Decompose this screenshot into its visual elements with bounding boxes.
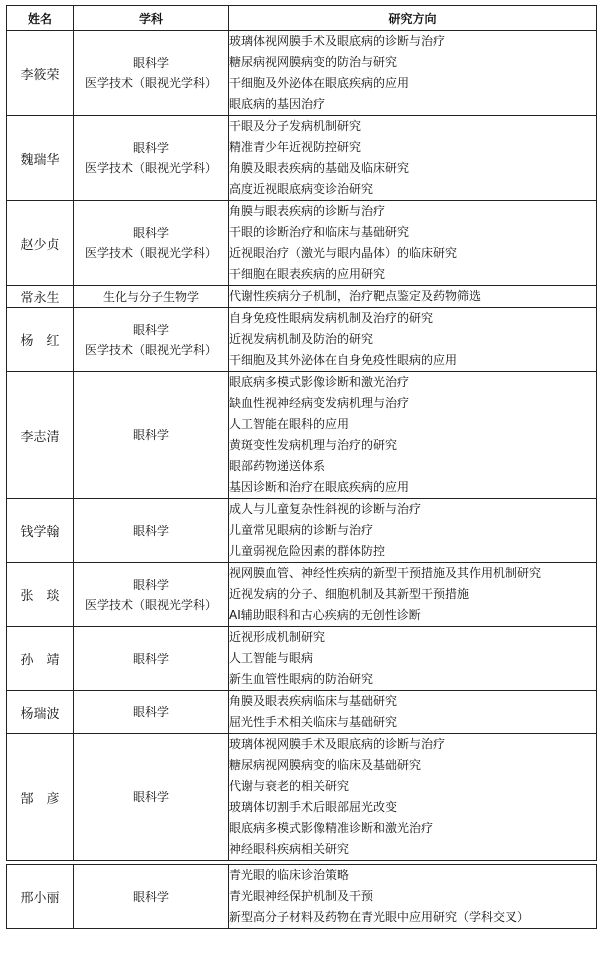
research-item: 基因诊断和治疗在眼底疾病的应用 bbox=[229, 480, 410, 494]
subject-text: 医学技术（眼视光学科） bbox=[84, 246, 217, 260]
research-item: 缺血性视神经病变发病机理与治疗 bbox=[229, 396, 410, 410]
name-cell: 杨 红 bbox=[7, 308, 74, 372]
name-cell: 赵少贞 bbox=[7, 201, 74, 286]
subject-cell bbox=[74, 31, 229, 116]
table-row bbox=[7, 116, 597, 201]
subject-text: 医学技术（眼视光学科） bbox=[84, 76, 217, 90]
research-cell bbox=[229, 372, 597, 499]
subject-text: 眼科学 bbox=[132, 577, 169, 592]
research-item: 干细胞在眼表疾病的应用研究 bbox=[229, 267, 386, 281]
research-cell bbox=[229, 499, 597, 563]
name-cell: 孙 靖 bbox=[7, 627, 74, 691]
research-item: 代谢与衰老的相关研究 bbox=[229, 779, 350, 793]
research-item: 角膜及眼表疾病的基础及临床研究 bbox=[229, 161, 410, 175]
table-row bbox=[7, 372, 597, 499]
subject-cell bbox=[74, 116, 229, 201]
research-item: 干细胞及其外泌体在自身免疫性眼病的应用 bbox=[229, 353, 458, 367]
subject-text: 眼科学 bbox=[132, 141, 169, 155]
subject-text: 眼科学 bbox=[132, 56, 169, 70]
research-item: 屈光性手术相关临床与基础研究 bbox=[229, 715, 398, 729]
research-item: 玻璃体切割手术后眼部屈光改变 bbox=[229, 800, 398, 814]
research-cell bbox=[229, 31, 597, 116]
name-cell: 杨瑞波 bbox=[7, 691, 74, 734]
name-cell: 钱学翰 bbox=[7, 499, 74, 563]
table-row bbox=[7, 691, 597, 734]
subject-text: 医学技术（眼视光学科） bbox=[84, 161, 217, 175]
research-item: 近视发病的分子、细胞机制及其新型干预措施 bbox=[229, 587, 470, 601]
subject-text: 眼科学 bbox=[132, 428, 169, 442]
name-cell: 李志清 bbox=[7, 372, 74, 499]
name-cell: 魏瑞华 bbox=[7, 116, 74, 201]
subject-cell bbox=[74, 308, 229, 372]
table-row bbox=[7, 734, 597, 861]
research-cell bbox=[229, 627, 597, 691]
research-item: 玻璃体视网膜手术及眼底病的诊断与治疗 bbox=[229, 737, 446, 751]
name-cell: 常永生 bbox=[7, 286, 74, 308]
table-row bbox=[7, 201, 597, 286]
research-item: 干眼的诊断治疗和临床与基础研究 bbox=[229, 225, 410, 239]
research-cell bbox=[229, 691, 597, 734]
header-name: 姓名 bbox=[7, 6, 74, 31]
research-item: 新生血管性眼病的防治研究 bbox=[229, 672, 374, 686]
research-item: 眼底病的基因治疗 bbox=[229, 97, 326, 111]
subject-cell bbox=[74, 734, 229, 861]
research-item: 青光眼的临床诊治策略 bbox=[229, 868, 350, 882]
research-item: 视网膜血管、神经性疾病的新型干预措施及其作用机制研究 bbox=[229, 566, 542, 580]
subject-cell bbox=[74, 372, 229, 499]
subject-cell bbox=[74, 286, 229, 308]
research-item: 干眼及分子发病机制研究 bbox=[229, 119, 362, 133]
research-cell bbox=[229, 116, 597, 201]
header-subject: 学科 bbox=[74, 6, 229, 31]
research-item: 新型高分子材料及药物在青光眼中应用研究（学科交叉） bbox=[229, 910, 530, 924]
research-item: 自身免疫性眼病发病机制及治疗的研究 bbox=[229, 311, 434, 325]
subject-cell bbox=[74, 691, 229, 734]
name-cell: 李筱荣 bbox=[7, 31, 74, 116]
research-cell bbox=[229, 286, 597, 308]
research-cell bbox=[229, 308, 597, 372]
subject-text: 眼科学 bbox=[132, 705, 169, 719]
research-cell bbox=[229, 734, 597, 861]
subject-cell bbox=[74, 499, 229, 563]
name-cell: 郜 彦 bbox=[7, 734, 74, 861]
research-item: 糖尿病视网膜病变的防治与研究 bbox=[229, 55, 398, 69]
research-item: 近视形成机制研究 bbox=[229, 630, 326, 644]
table-row bbox=[7, 286, 597, 308]
subject-cell bbox=[74, 865, 229, 929]
table-row bbox=[7, 308, 597, 372]
subject-text: 眼科学 bbox=[132, 889, 169, 904]
research-item: 黄斑变性发病机理与治疗的研究 bbox=[229, 438, 398, 452]
research-item: 角膜与眼表疾病的诊断与治疗 bbox=[229, 204, 386, 218]
table-row bbox=[7, 563, 597, 627]
subject-cell bbox=[74, 201, 229, 286]
research-item: 近视发病机制及防治的研究 bbox=[229, 332, 374, 346]
research-directions-table bbox=[6, 5, 597, 929]
research-item: 糖尿病视网膜病变的临床及基础研究 bbox=[229, 758, 422, 772]
header-research: 研究方向 bbox=[229, 6, 597, 31]
subject-text: 眼科学 bbox=[132, 651, 169, 666]
subject-cell bbox=[74, 563, 229, 627]
name-cell: 邢小丽 bbox=[7, 865, 74, 929]
research-item: 代谢性疾病分子机制，治疗靶点鉴定及药物筛选 bbox=[229, 289, 482, 303]
research-item: AI辅助眼科和古心疾病的无创性诊断 bbox=[229, 608, 421, 622]
research-item: 玻璃体视网膜手术及眼底病的诊断与治疗 bbox=[229, 34, 446, 48]
research-item: 眼部药物递送体系 bbox=[229, 459, 326, 473]
table-header-row bbox=[7, 6, 597, 31]
research-item: 青光眼神经保护机制及干预 bbox=[229, 889, 374, 903]
research-item: 人工智能在眼科的应用 bbox=[229, 417, 350, 431]
table-row bbox=[7, 499, 597, 563]
research-item: 眼底病多模式影像诊断和激光治疗 bbox=[229, 375, 410, 389]
research-item: 干细胞及外泌体在眼底疾病的应用 bbox=[229, 76, 410, 90]
subject-text: 医学技术（眼视光学科） bbox=[84, 342, 217, 357]
subject-text: 生化与分子生物学 bbox=[102, 289, 199, 304]
research-item: 高度近视眼底病变诊治研究 bbox=[229, 182, 374, 196]
name-cell: 张 琰 bbox=[7, 563, 74, 627]
subject-text: 眼科学 bbox=[132, 322, 169, 337]
research-cell bbox=[229, 201, 597, 286]
table-row bbox=[7, 31, 597, 116]
research-item: 儿童常见眼病的诊断与治疗 bbox=[229, 523, 374, 537]
subject-cell bbox=[74, 627, 229, 691]
table-row bbox=[7, 865, 597, 929]
research-item: 精准青少年近视防控研究 bbox=[229, 140, 362, 154]
research-item: 成人与儿童复杂性斜视的诊断与治疗 bbox=[229, 502, 422, 516]
research-item: 神经眼科疾病相关研究 bbox=[229, 842, 350, 856]
research-item: 人工智能与眼病 bbox=[229, 651, 314, 665]
research-item: 近视眼治疗（激光与眼内晶体）的临床研究 bbox=[229, 246, 458, 260]
table-row bbox=[7, 627, 597, 691]
research-item: 眼底病多模式影像精准诊断和激光治疗 bbox=[229, 821, 434, 835]
research-cell bbox=[229, 563, 597, 627]
research-item: 角膜及眼表疾病临床与基础研究 bbox=[229, 694, 398, 708]
subject-text: 眼科学 bbox=[132, 226, 169, 240]
research-item: 儿童弱视危险因素的群体防控 bbox=[229, 544, 386, 558]
subject-text: 医学技术（眼视光学科） bbox=[84, 597, 217, 612]
subject-text: 眼科学 bbox=[132, 523, 169, 538]
research-cell bbox=[229, 865, 597, 929]
subject-text: 眼科学 bbox=[132, 790, 169, 804]
